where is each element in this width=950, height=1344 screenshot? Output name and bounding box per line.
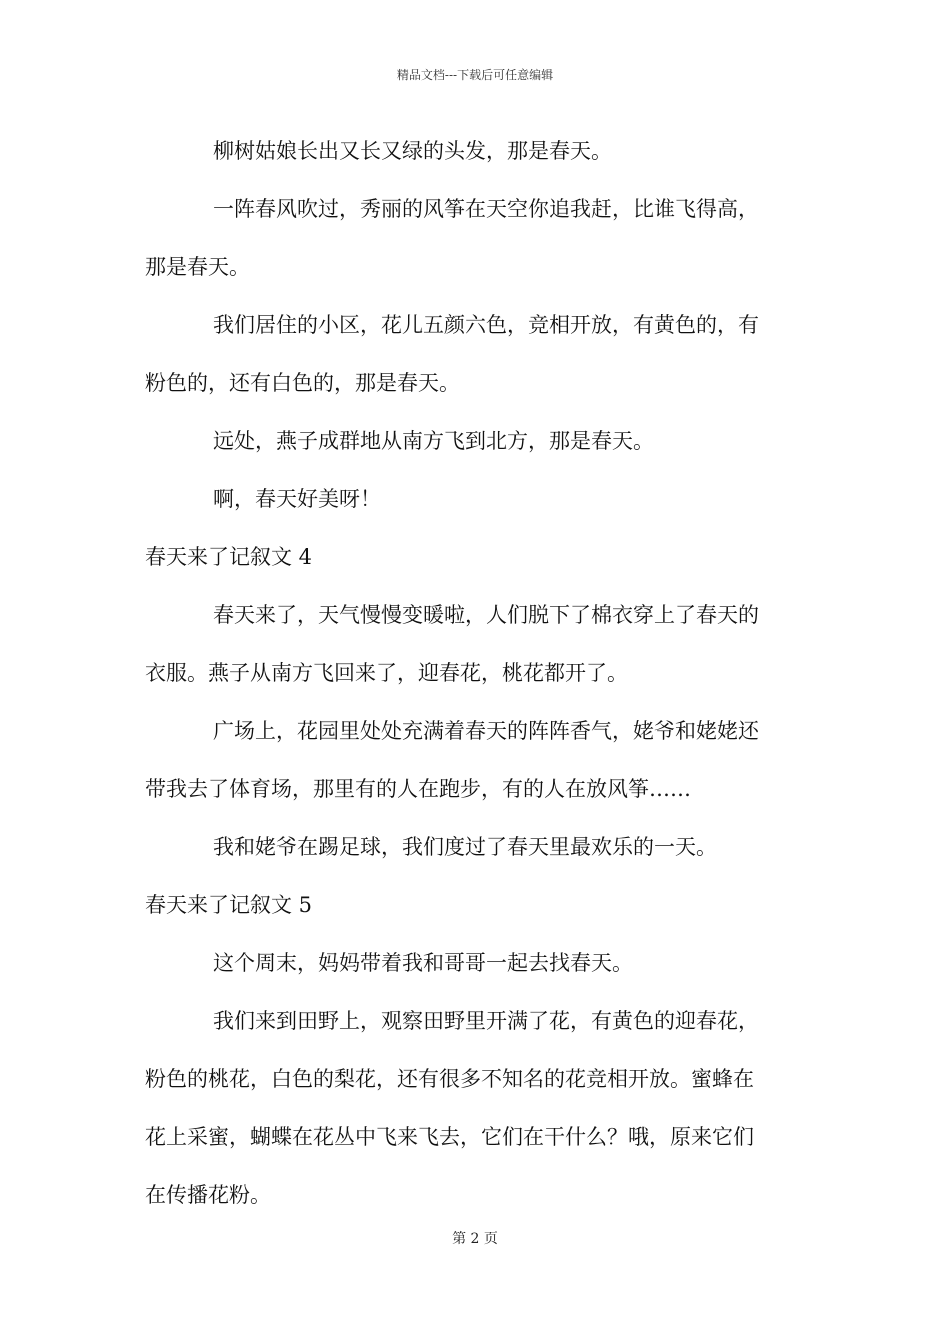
text-line: 啊，春天好美呀！ (213, 487, 381, 511)
page-header: 精品文档---下载后可任意编辑 (396, 68, 554, 82)
text-line: 广场上，花园里处处充满着春天的阵阵香气，姥爷和姥姥还 (213, 719, 759, 743)
text-line: 那是春天。 (145, 255, 250, 279)
text-line: 衣服。燕子从南方飞回来了，迎春花，桃花都开了。 (145, 661, 628, 685)
text-line: 春天来了，天气慢慢变暖啦，人们脱下了棉衣穿上了春天的 (213, 603, 759, 627)
text-line: 我和姥爷在踢足球，我们度过了春天里最欢乐的一天。 (213, 835, 717, 859)
text-line: 一阵春风吹过，秀丽的风筝在天空你追我赶，比谁飞得高， (213, 197, 759, 221)
text-line: 远处，燕子成群地从南方飞到北方，那是春天。 (213, 429, 654, 453)
section-heading: 春天来了记叙文 5 (145, 893, 313, 917)
text-line: 我们来到田野上，观察田野里开满了花，有黄色的迎春花， (213, 1009, 759, 1033)
text-line: 粉色的桃花，白色的梨花，还有很多不知名的花竞相开放。蜜蜂在 (145, 1067, 754, 1091)
text-line: 带我去了体育场，那里有的人在跑步，有的人在放风筝…… (145, 777, 691, 801)
text-line: 我们居住的小区，花儿五颜六色，竞相开放，有黄色的，有 (213, 313, 759, 337)
document-body (145, 128, 809, 1230)
text-line: 柳树姑娘长出又长又绿的头发，那是春天。 (213, 139, 612, 163)
text-line: 这个周末，妈妈带着我和哥哥一起去找春天。 (213, 951, 633, 975)
page-number: 第 2 页 (452, 1231, 498, 1247)
text-line: 在传播花粉。 (145, 1183, 271, 1207)
section-heading: 春天来了记叙文 4 (145, 545, 313, 569)
text-line: 花上采蜜，蝴蝶在花丛中飞来飞去，它们在干什么？哦，原来它们 (145, 1125, 754, 1149)
text-line: 粉色的，还有白色的，那是春天。 (145, 371, 460, 395)
